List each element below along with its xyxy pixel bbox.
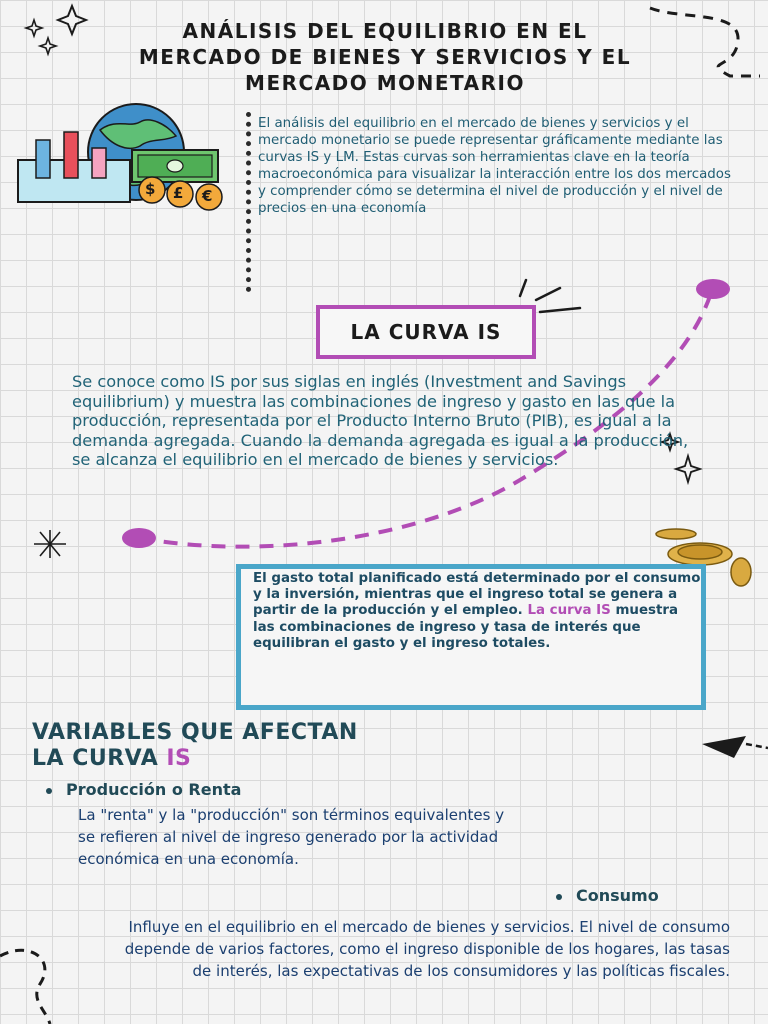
variable-item-title xyxy=(46,780,241,799)
intro-paragraph: El análisis del equilibrio en el mercado de bienes y servicios y el mercado monetario se puede representar gráficamente mediante las curvas IS y LM. Estas curvas son herramientas clave en la teoría macroeconómica para visualizar la interacción entre los dos mercados y comprender cómo se determina el nivel de producción y el nivel de precios en una economía xyxy=(258,116,731,216)
info-box-text xyxy=(253,571,703,652)
variables-title-text: LA CURVA xyxy=(32,746,167,771)
is-curve-start-dot xyxy=(122,528,156,548)
variables-title-line xyxy=(32,746,512,772)
sparkle-icon xyxy=(58,6,86,34)
sparkle-icon xyxy=(26,20,42,36)
bullet-icon xyxy=(556,894,562,900)
variable-title-text: Consumo xyxy=(576,886,659,905)
bullet-icon xyxy=(46,788,52,794)
paper-plane-icon xyxy=(702,736,768,758)
info-highlight: La curva IS xyxy=(527,603,611,619)
curva-is-heading-box xyxy=(316,305,536,359)
variable-item-title xyxy=(556,886,659,905)
variables-title-line: VARIABLES QUE AFECTAN xyxy=(32,720,358,745)
page-title-line: MERCADO DE BIENES Y SERVICIOS Y EL xyxy=(138,45,632,69)
asterisk-icon xyxy=(34,530,66,558)
sparkle-icon xyxy=(40,38,56,54)
variable-title-text: Producción o Renta xyxy=(66,780,242,799)
variable-item-text: La "renta" y la "producción" son términos equivalentes y se refieren al nivel de ingreso generado por la actividad económica en una economía. xyxy=(78,806,505,868)
is-curve-end-dot xyxy=(696,279,730,299)
info-text-part: El gasto total planificado está determinado por el consumo y la inversión, mientras que el ingreso total se genera a partir de la producción y el empleo. xyxy=(253,571,701,619)
intro-dotted-bar xyxy=(246,112,251,292)
variables-title-accent: IS xyxy=(166,746,192,771)
economy-illustration xyxy=(18,104,222,210)
variables-section-title xyxy=(32,720,512,772)
dashed-swirl xyxy=(0,950,50,1024)
variable-item-text: Influye en el equilibrio en el mercado de bienes y servicios. El nivel de consumo depende de varios factores, como el ingreso disponible de los hogares, las tasas de interés, las expectativas de los consumidores y las políticas fiscales. xyxy=(124,918,730,980)
dollar-coin-symbol: $ xyxy=(145,180,156,198)
curva-is-heading: LA CURVA IS xyxy=(350,320,502,344)
page-title xyxy=(90,18,680,96)
euro-coin-symbol: € xyxy=(202,187,213,205)
curva-is-description: Se conoce como IS por sus siglas en inglés (Investment and Savings equilibrium) y muestra las combinaciones de ingreso y gasto en las que la producción, representada por el Producto Interno Bruto (PIB), es igual a la demanda agregada. Cuando la demanda agregada es igual a la producción, se alcanza el equilibrio en el mercado de bienes y servicios. xyxy=(72,372,689,470)
info-text-part: muestra las combinaciones de ingreso y tasa de interés que equilibran el gasto y el ingreso totales. xyxy=(253,603,679,651)
page-title-line: ANÁLISIS DEL EQUILIBRIO EN EL xyxy=(182,19,588,43)
page-title-line: MERCADO MONETARIO xyxy=(245,71,525,95)
pound-coin-symbol: £ xyxy=(173,184,184,202)
